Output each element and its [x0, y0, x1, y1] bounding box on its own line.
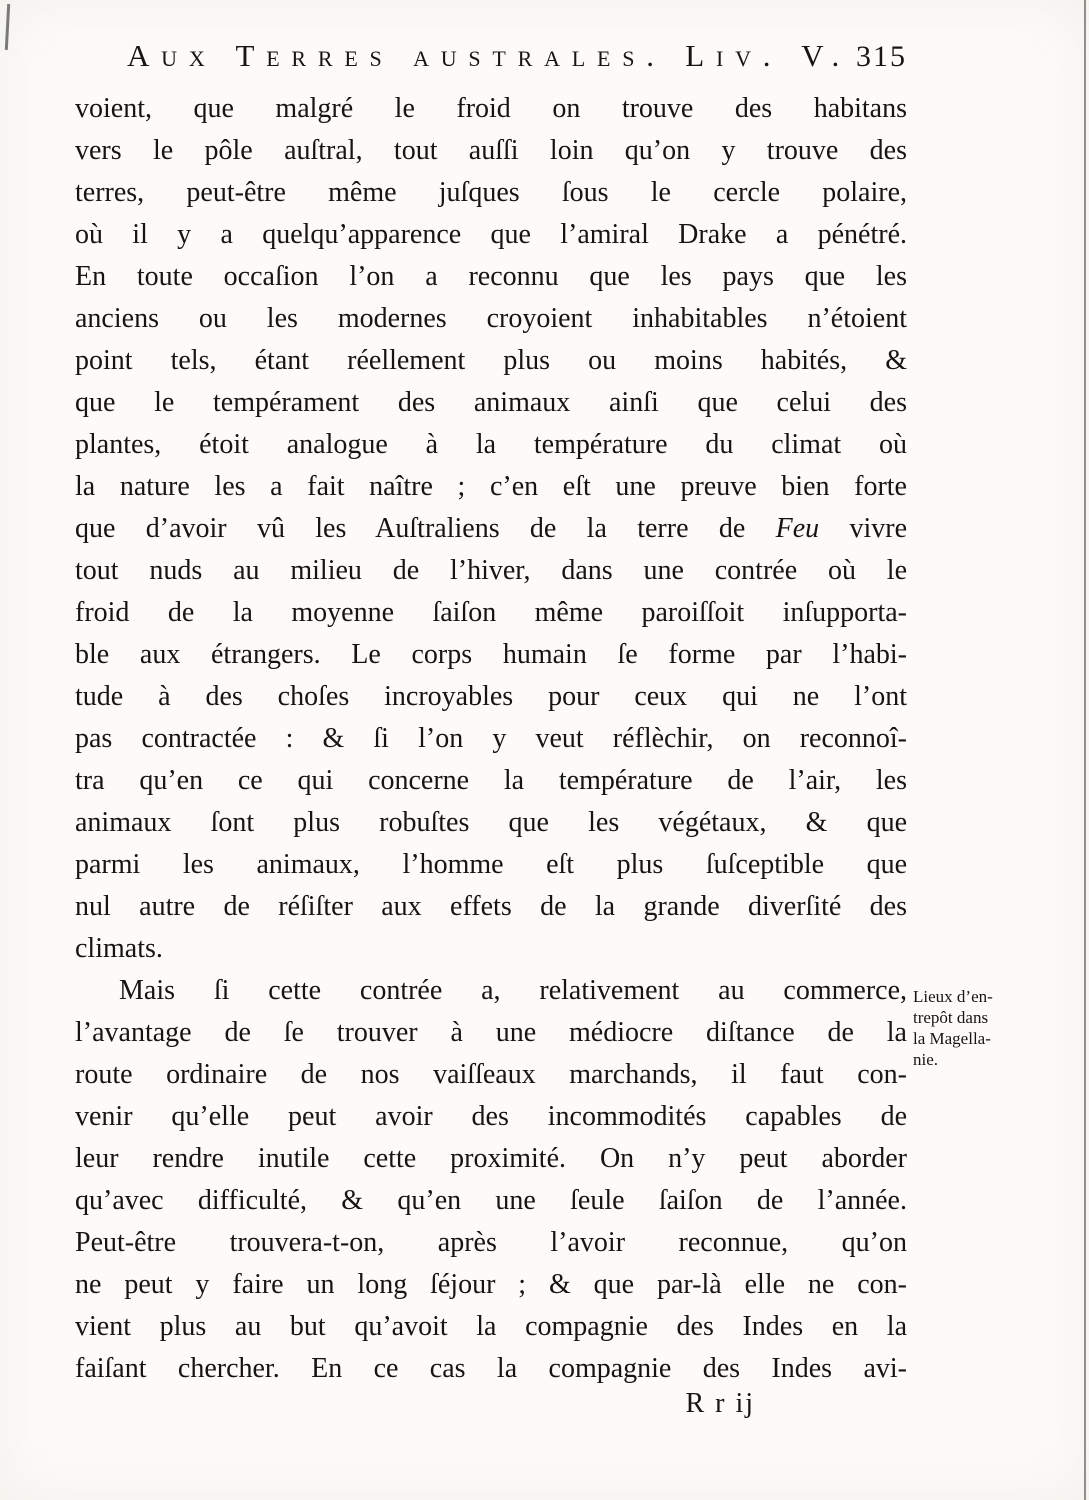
margin-note-line: trepôt dans	[913, 1008, 989, 1027]
text-line: plantes, étoit analogue à la température du climat où	[75, 429, 907, 460]
body-text	[75, 88, 907, 1390]
text-line: la nature les a fait naître ; c’en eſt une preuve bien forte	[75, 471, 907, 502]
text-line: Mais ſi cette contrée a, relativement au commerce,	[119, 975, 907, 1006]
text-line: l’avantage de ſe trouver à une médiocre diſtance de la	[75, 1017, 907, 1048]
text-line: ble aux étrangers. Le corps humain ſe forme par l’habi-	[75, 639, 907, 670]
text-line: anciens ou les modernes croyoient inhabitables n’étoient	[75, 303, 907, 334]
text-line: qu’avec difficulté, & qu’en une ſeule ſaiſon de l’année.	[75, 1185, 907, 1216]
margin-note-line: nie.	[913, 1050, 939, 1069]
text-line: voient, que malgré le froid on trouve des habitans	[75, 93, 907, 124]
text-line: tra qu’en ce qui concerne la température de l’air, les	[75, 765, 907, 796]
page-number: 315	[856, 40, 907, 73]
text-line: venir qu’elle peut avoir des incommodités capables de	[75, 1101, 907, 1132]
text-line: En toute occaſion l’on a reconnu que les pays que les	[75, 261, 907, 292]
text-line: Peut-être trouvera-t-on, après l’avoir reconnue, qu’on	[75, 1227, 907, 1258]
text-line: pas contractée : & ſi l’on y veut réflèchir, on reconnoî-	[75, 723, 907, 754]
text-line: climats.	[75, 933, 163, 964]
margin-note	[913, 986, 1033, 1070]
margin-note-line: Lieux d’en-	[913, 987, 993, 1006]
text-line: route ordinaire de nos vaiſſeaux marchands, il faut con-	[75, 1059, 907, 1090]
text-line: leur rendre inutile cette proximité. On n’y peut aborder	[75, 1143, 907, 1174]
text-line: où il y a quelqu’apparence que l’amiral Drake a pénétré.	[75, 219, 907, 250]
text-line: terres, peut-être même juſques ſous le cercle polaire,	[75, 177, 907, 208]
text-line: que le tempérament des animaux ainſi que celui des	[75, 387, 907, 418]
text-line: froid de la moyenne ſaiſon même paroiſſoit inſupporta-	[75, 597, 907, 628]
text-line: vient plus au but qu’avoit la compagnie des Indes en la	[75, 1311, 907, 1342]
text-line: vers le pôle auſtral, tout auſſi loin qu’on y trouve des	[75, 135, 907, 166]
scan-edge-artifact	[5, 4, 10, 50]
text-line: tude à des choſes incroyables pour ceux qui ne l’ont	[75, 681, 907, 712]
signature-mark: R r ij	[685, 1388, 755, 1419]
text-line: point tels, étant réellement plus ou moins habités, &	[75, 345, 907, 376]
text-line: parmi les animaux, l’homme eſt plus ſuſceptible que	[75, 849, 907, 880]
running-header	[75, 38, 907, 74]
text-line: ne peut y faire un long ſéjour ; & que par-là elle ne con-	[75, 1269, 907, 1300]
running-title: Aux Terres australes. Liv. V.	[127, 38, 851, 73]
margin-note-line: la Magella-	[913, 1029, 991, 1048]
text-line: tout nuds au milieu de l’hiver, dans une contrée où le	[75, 555, 907, 586]
text-line: nul autre de réſiſter aux effets de la grande diverſité des	[75, 891, 907, 922]
text-line: animaux ſont plus robuſtes que les végétaux, & que	[75, 807, 907, 838]
text-line: faiſant chercher. En ce cas la compagnie des Indes avi-	[75, 1353, 907, 1384]
text-line: que d’avoir vû les Auſtraliens de la terre de Feu vivre	[75, 513, 908, 544]
scan-edge-artifact	[1084, 0, 1086, 1500]
